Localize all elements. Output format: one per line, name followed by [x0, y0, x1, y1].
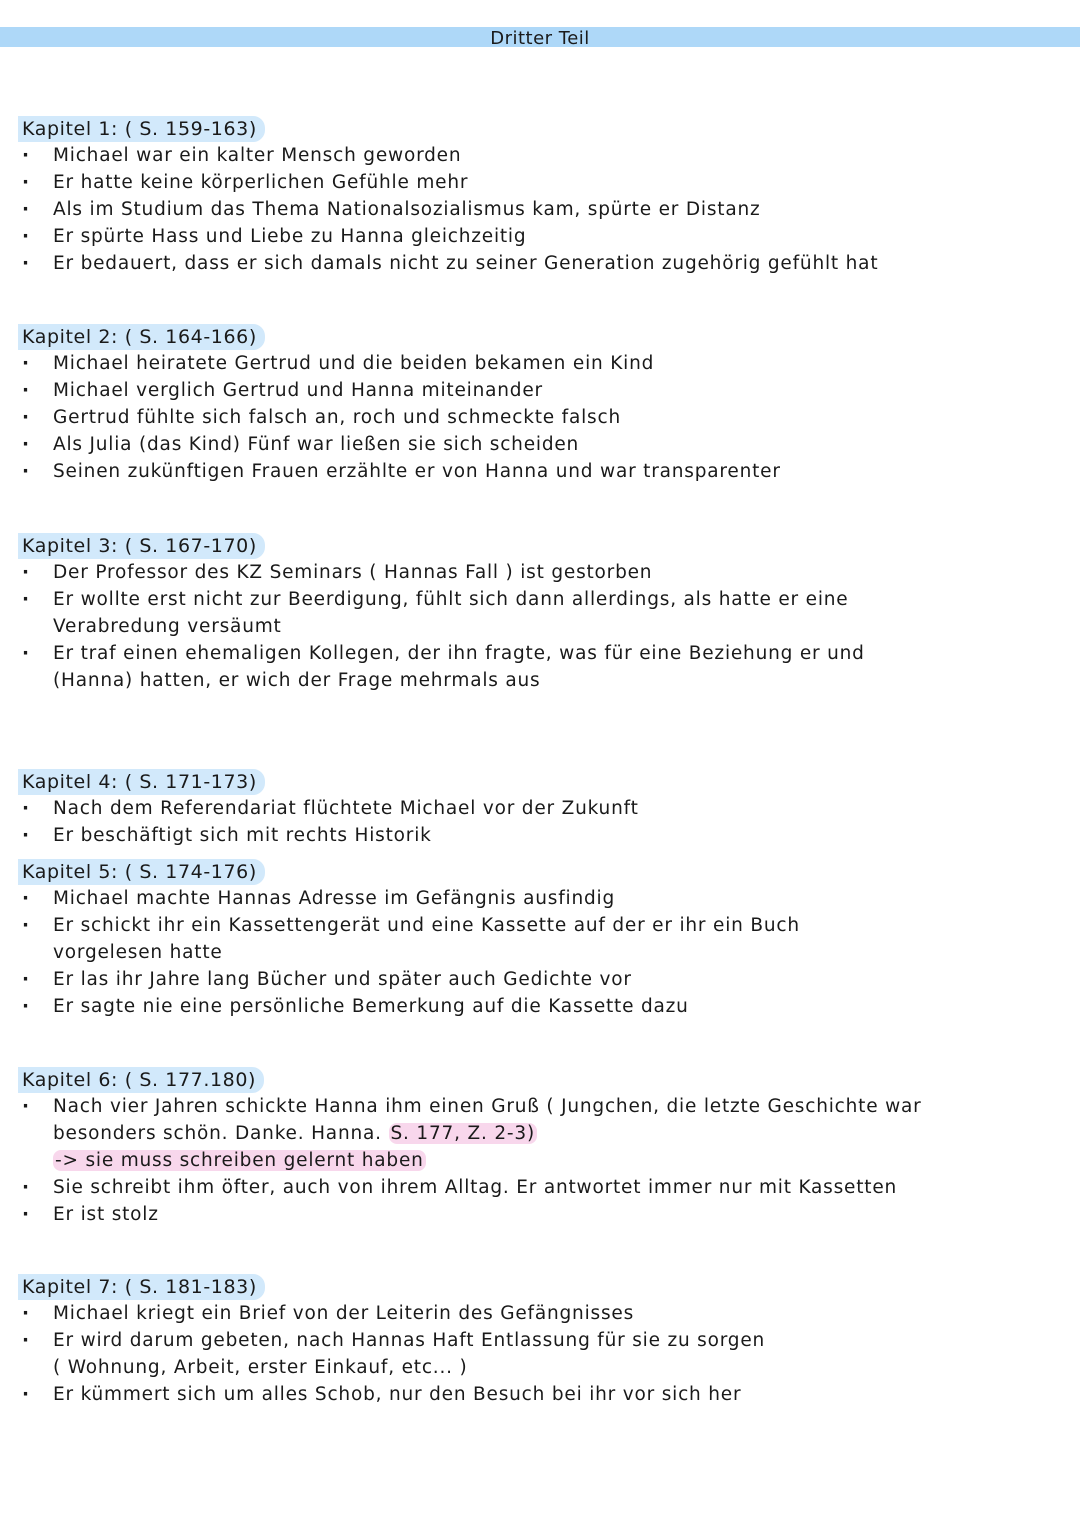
- item-text: Seinen zukünftigen Frauen erzählte er von Hanna und war transparenter: [53, 461, 781, 482]
- bullet-list: [18, 142, 1068, 277]
- item-text: Michael machte Hannas Adresse im Gefängnis ausfindig: [53, 888, 616, 909]
- item-line: [53, 993, 1068, 1020]
- item-line: [53, 640, 1068, 667]
- chapter-section: [18, 533, 1068, 694]
- item-text: Als Julia (das Kind) Fünf war ließen sie sich scheiden: [53, 434, 580, 455]
- chapter-section: [18, 1274, 1068, 1408]
- item-line: [53, 350, 1068, 377]
- item-line: [53, 1201, 1068, 1228]
- list-item: [18, 795, 1068, 822]
- chapter-heading: Kapitel 4: ( S. 171-173): [18, 769, 265, 795]
- list-item: [18, 1201, 1068, 1228]
- item-text: Er wollte erst nicht zur Beerdigung, fühlt sich dann allerdings, als hatte er eine: [53, 589, 849, 610]
- item-text: Der Professor des KZ Seminars ( Hannas Fall ) ist gestorben: [53, 562, 653, 583]
- item-line: [53, 142, 1068, 169]
- list-item: [18, 196, 1068, 223]
- list-item: [18, 640, 1068, 694]
- list-item: [18, 559, 1068, 586]
- chapter-heading: Kapitel 3: ( S. 167-170): [18, 533, 265, 559]
- item-text: Er ist stolz: [53, 1204, 159, 1225]
- list-item: [18, 250, 1068, 277]
- list-item: [18, 912, 1068, 966]
- chapter-heading: Kapitel 5: ( S. 174-176): [18, 859, 265, 885]
- list-item: [18, 1381, 1068, 1408]
- chapter-section: [18, 769, 1068, 849]
- item-text: Michael war ein kalter Mensch geworden: [53, 145, 462, 166]
- item-line: [53, 431, 1068, 458]
- chapter-heading: Kapitel 7: ( S. 181-183): [18, 1274, 265, 1300]
- item-text: Gertrud fühlte sich falsch an, roch und schmeckte falsch: [53, 407, 621, 428]
- list-item: [18, 142, 1068, 169]
- chapter-section: [18, 859, 1068, 1020]
- item-line: [53, 912, 1068, 939]
- list-item: [18, 223, 1068, 250]
- item-text: besonders schön. Danke. Hanna.: [53, 1123, 382, 1144]
- chapter-heading: Kapitel 1: ( S. 159-163): [18, 116, 265, 142]
- chapter-section: [18, 1067, 1068, 1228]
- item-line: [53, 458, 1068, 485]
- item-text: Er las ihr Jahre lang Bücher und später auch Gedichte vor: [53, 969, 632, 990]
- item-text: Er spürte Hass und Liebe zu Hanna gleichzeitig: [53, 226, 527, 247]
- item-line: [53, 1381, 1068, 1408]
- chapter-heading: Kapitel 2: ( S. 164-166): [18, 324, 265, 350]
- list-item: [18, 431, 1068, 458]
- item-line: [53, 586, 1068, 613]
- item-text: Er wird darum gebeten, nach Hannas Haft Entlassung für sie zu sorgen: [53, 1330, 766, 1351]
- item-line: [53, 250, 1068, 277]
- item-text: Verabredung versäumt: [53, 616, 282, 637]
- chapter-section: [18, 324, 1068, 485]
- item-text: Michael verglich Gertrud und Hanna miteinander: [53, 380, 543, 401]
- list-item: [18, 586, 1068, 640]
- item-line: [53, 1327, 1068, 1354]
- bullet-list: [18, 559, 1068, 694]
- item-text: Er traf einen ehemaligen Kollegen, der ihn fragte, was für eine Beziehung er und: [53, 643, 865, 664]
- item-text: (Hanna) hatten, er wich der Frage mehrmals aus: [53, 670, 541, 691]
- list-item: [18, 404, 1068, 431]
- item-line: [53, 613, 1068, 640]
- list-item: [18, 169, 1068, 196]
- item-text: Er bedauert, dass er sich damals nicht zu seiner Generation zugehörig gefühlt hat: [53, 253, 879, 274]
- citation: S. 177, Z. 2-3): [390, 1123, 535, 1144]
- item-line: [53, 196, 1068, 223]
- item-text: Er hatte keine körperlichen Gefühle mehr: [53, 172, 469, 193]
- item-line: [53, 1174, 1068, 1201]
- item-line: [53, 885, 1068, 912]
- chapter-heading: Kapitel 6: ( S. 177.180): [18, 1067, 264, 1093]
- item-text: ( Wohnung, Arbeit, erster Einkauf, etc... ): [53, 1357, 468, 1378]
- item-line: [53, 559, 1068, 586]
- bullet-list: [18, 885, 1068, 1020]
- item-line: [53, 667, 1068, 694]
- item-text: Michael heiratete Gertrud und die beiden bekamen ein Kind: [53, 353, 655, 374]
- list-item: [18, 377, 1068, 404]
- bullet-list: [18, 1093, 1068, 1228]
- chapter-section: [18, 116, 1068, 277]
- list-item: [18, 885, 1068, 912]
- item-line: [53, 1120, 1068, 1147]
- item-line: [53, 966, 1068, 993]
- item-text: Sie schreibt ihm öfter, auch von ihrem Alltag. Er antwortet immer nur mit Kassetten: [53, 1177, 898, 1198]
- title-bar: [0, 27, 1080, 47]
- item-text: Nach vier Jahren schickte Hanna ihm einen Gruß ( Jungchen, die letzte Geschichte war: [53, 1096, 922, 1117]
- page-title: Dritter Teil: [490, 28, 590, 49]
- list-item: [18, 993, 1068, 1020]
- item-line: [53, 1354, 1068, 1381]
- item-line: [53, 404, 1068, 431]
- list-item: [18, 458, 1068, 485]
- list-item: [18, 350, 1068, 377]
- bullet-list: [18, 350, 1068, 485]
- item-line: [53, 795, 1068, 822]
- item-line: [53, 939, 1068, 966]
- item-text: vorgelesen hatte: [53, 942, 223, 963]
- item-line: [53, 1093, 1068, 1120]
- item-text: Als im Studium das Thema Nationalsozialismus kam, spürte er Distanz: [53, 199, 761, 220]
- item-line: [53, 377, 1068, 404]
- item-text: Er schickt ihr ein Kassettengerät und eine Kassette auf der er ihr ein Buch: [53, 915, 800, 936]
- list-item: [18, 1327, 1068, 1381]
- bullet-list: [18, 1300, 1068, 1408]
- item-line: [53, 1300, 1068, 1327]
- item-text: Nach dem Referendariat flüchtete Michael vor der Zukunft: [53, 798, 639, 819]
- item-text: Er beschäftigt sich mit rechts Historik: [53, 825, 432, 846]
- list-item: [18, 966, 1068, 993]
- bullet-list: [18, 795, 1068, 849]
- item-text: Michael kriegt ein Brief von der Leiterin des Gefängnisses: [53, 1303, 635, 1324]
- item-line: [53, 223, 1068, 250]
- list-item: [18, 1093, 1068, 1174]
- item-text: Er sagte nie eine persönliche Bemerkung auf die Kassette dazu: [53, 996, 689, 1017]
- list-item: [18, 822, 1068, 849]
- item-text: Er kümmert sich um alles Schob, nur den Besuch bei ihr vor sich her: [53, 1384, 742, 1405]
- item-line: [53, 169, 1068, 196]
- item-line: [53, 822, 1068, 849]
- list-item: [18, 1300, 1068, 1327]
- conclusion-note: -> sie muss schreiben gelernt haben: [55, 1150, 424, 1171]
- list-item: [18, 1174, 1068, 1201]
